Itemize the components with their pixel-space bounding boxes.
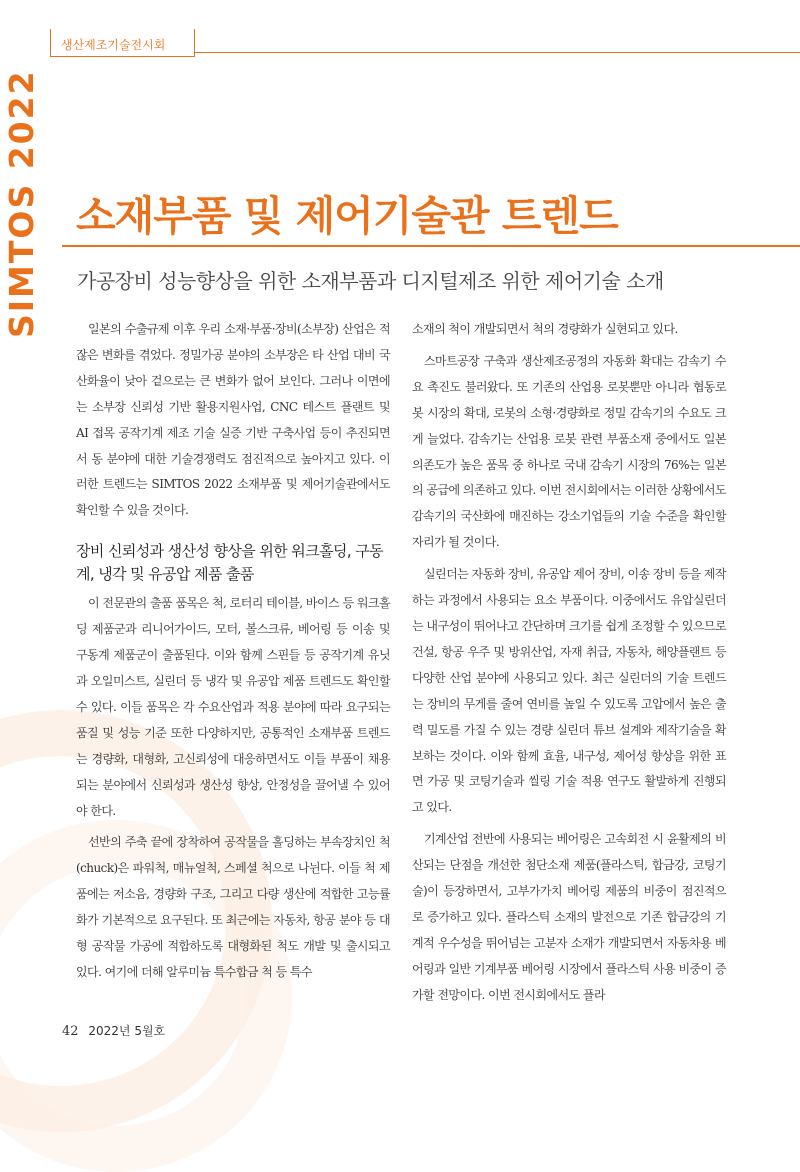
body-paragraph: 이 전문관의 출품 품목은 척, 로터리 테이블, 바이스 등 워크홀딩 제품군과 리니어가이드, 모터, 볼스크류, 베어링 등 이송 및 구동계 제품군이 출품된다. 이와 함께 스핀들 등 공작기계 유닛과 오일미스트, 실린더 등 냉각 및 유공압 제품 트렌드도 확인할 수 있다. 이들 품목은 각 수요산업과 적용 분야에 따라 요구되는 품질 및 성능 기준 또한 다양하지만, 공통적인 소재부품 트렌드는 경량화, 대형화, 고신뢰성에 대응하면서도 이들 부품이 채용되는 분야에서 신뢰성과 생산성 향상, 안정성을 끌어낼 수 있어야 한다. [76,596,390,818]
right-column [412,317,726,1009]
body-paragraph: 스마트공장 구축과 생산제조공정의 자동화 확대는 감속기 수요 촉진도 불러왔다. 또 기존의 산업용 로봇뿐만 아니라 협동로봇 시장의 확대, 로봇의 소형·경량화로 정밀 감속기의 수요도 크게 늘었다. 감속기는 산업용 로봇 관련 부품소재 중에서도 일본 의존도가 높은 품목 중 하나로 국내 감속기 시장의 76%는 일본의 공급에 의존하고 있다. 이번 전시회에서는 이러한 상황에서도 감속기의 국산화에 매진하는 강소기업들의 기술 수준을 확인할 자리가 될 것이다. [412,353,726,550]
article-subtitle: 가공장비 성능향상을 위한 소재부품과 디지털제조 위한 제어기술 소개 [77,269,664,293]
title-rule [62,245,800,247]
issue-date: 2022년 5월호 [88,1024,166,1038]
body-paragraph: 실린더는 자동화 장비, 유공압 제어 장비, 이송 장비 등을 제작하는 과정에서 사용되는 요소 부품이다. 이중에서도 유압실린더는 내구성이 뛰어나고 간단하며 크기를 쉽게 조정할 수 있으므로 건설, 항공 우주 및 방위산업, 자재 취급, 자동차, 해양플랜트 등 다양한 산업 분야에 사용되고 있다. 최근 실린더의 기술 트렌드는 장비의 무게를 줄여 연비를 높일 수 있도록 고압에서 높은 출력 밀도를 가질 수 있는 경량 실린더 튜브 설계와 제작기술을 확보하는 것이다. 이와 함께 효율, 내구성, 제어성 향상을 위한 표면 가공 및 코팅기술과 씰링 기술 적용 연구도 활발하게 진행되고 있다. [412,567,726,815]
section-tab [50,29,195,57]
article-title: 소재부품 및 제어기술관 트렌드 [76,192,618,240]
body-paragraph: 소재의 척이 개발되면서 척의 경량화가 실현되고 있다. [412,322,678,336]
header-rule [195,52,800,53]
left-column [76,317,390,986]
page-footer [62,1022,165,1039]
section-label: 생산제조기술전시회 [61,38,166,52]
intro-paragraph: 일본의 수출규제 이후 우리 소재·부품·장비(소부장) 산업은 적잖은 변화를 겪었다. 정밀가공 분야의 소부장은 타 산업 대비 국산화율이 낮아 겉으로는 큰 변화가 없어 보인다. 그러나 이면에는 소부장 신뢰성 기반 활용지원사업, CNC 테스트 플랜트 및 AI 접목 공작기계 제조 기술 실증 기반 구축사업 등이 추진되면서 동 분야에 대한 기술경쟁력도 점진적으로 높아지고 있다. 이러한 트렌드는 SIMTOS 2022 소재부품 및 제어기술관에서도 확인할 수 있을 것이다. [76,322,390,518]
page-number: 42 [62,1024,79,1039]
body-paragraph: 선반의 주축 끝에 장착하여 공작물을 홀딩하는 부속장치인 척(chuck)은 파워척, 매뉴얼척, 스페셜 척으로 나뉜다. 이들 척 제품에는 저소음, 경량화 구조, 그리고 다량 생산에 적합한 고능률화가 기본적으로 요구된다. 또 최근에는 자동차, 항공 분야 등 대형 공작물 가공에 적합하도록 대형화된 척도 개발 및 출시되고 있다. 여기에 더해 알루미늄 특수합금 척 등 특수 [76,835,390,979]
body-paragraph: 기계산업 전반에 사용되는 베어링은 고속회전 시 윤활제의 비산되는 단점을 개선한 첨단소재 제품(플라스틱, 합금강, 코팅기술)이 등장하면서, 고부가가치 베어링 제품의 비중이 점진적으로 증가하고 있다. 플라스틱 소재의 발전으로 기존 합금강의 기계적 우수성을 뛰어넘는 고분자 소재가 개발되면서 자동차용 베어링과 일반 기계부품 베어링 시장에서 플라스틱 사용 비중이 증가할 전망이다. 이번 전시회에서도 플라 [412,832,726,1002]
section-heading: 장비 신뢰성과 생산성 향상을 위한 워크홀딩, 구동계, 냉각 및 유공압 제품 출품 [76,542,383,584]
vertical-event-label: SIMTOS 2022 [2,69,41,338]
